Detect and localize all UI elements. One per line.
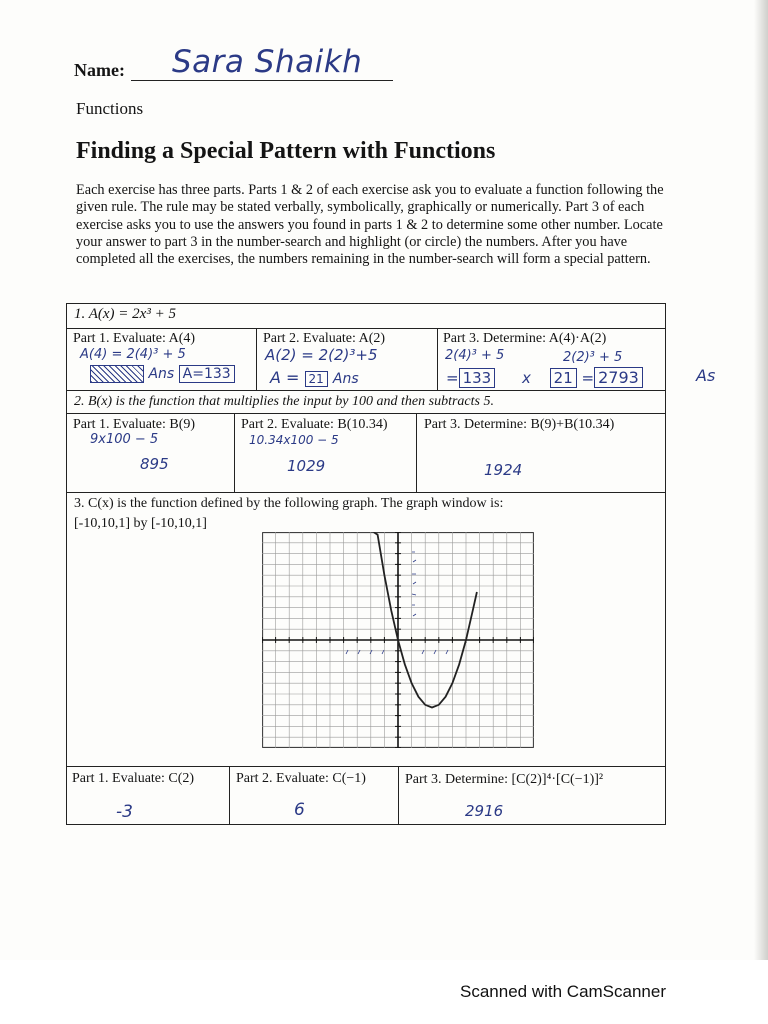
ex1-part3-val-b: 21 (550, 368, 577, 388)
ex1-part2-label: Part 2. Evaluate: A(2) (263, 331, 386, 346)
ex3-rule: 3. C(x) is the function defined by the following graph. The graph window is: (74, 496, 504, 511)
name-value: Sara Shaikh (172, 44, 363, 80)
ex3-col-divider-1 (229, 766, 230, 825)
ex1-part2-work: A(2) = 2(2)³+5 (265, 346, 378, 364)
ex1-part3-work-a: 2(4)³ + 5 (445, 348, 505, 363)
ex1-part3-answer-row: = 133 x 21 = 2793 (446, 368, 643, 387)
ex1-col-divider-2 (437, 328, 438, 390)
ex2-col-divider-2 (416, 413, 417, 492)
ex3-part1-label: Part 1. Evaluate: C(2) (72, 771, 195, 786)
ex1-part3-suffix: As (696, 366, 716, 385)
name-underline (131, 80, 393, 81)
scanner-watermark: Scanned with CamScanner (460, 982, 667, 1001)
subject-label: Functions (76, 99, 144, 118)
ex1-part3-work-b: 2(2)³ + 5 (563, 350, 623, 365)
ex2-part1-answer: 895 (140, 455, 169, 473)
ex2-part3-answer: 1924 (484, 461, 523, 479)
ex1-rule: 1. A(x) = 2x³ + 5 (74, 306, 176, 322)
page-title: Finding a Special Pattern with Functions (76, 138, 496, 164)
ex1-col-divider-1 (256, 328, 257, 390)
ex1-part1-work: A(4) = 2(4)³ + 5 (80, 347, 186, 362)
ex2-rule: 2. B(x) is the function that multiplies the input by 100 and then subtracts 5. (74, 394, 494, 409)
ex3-part2-label: Part 2. Evaluate: C(−1) (236, 771, 366, 786)
ex1-part3-answer: 2793 (594, 367, 643, 388)
ex1-part3-val-a: 133 (459, 368, 496, 388)
ex3-part3-answer: 2916 (465, 802, 504, 820)
ex1-part1-label: Part 1. Evaluate: A(4) (73, 331, 196, 346)
ex2-part3-label: Part 3. Determine: B(9)+B(10.34) (424, 417, 615, 432)
y-axis-pencil-ticks (412, 552, 416, 616)
ex2-part1-label: Part 1. Evaluate: B(9) (73, 417, 196, 432)
ex2-part2-answer: 1029 (287, 457, 326, 475)
ex2-part2-work: 10.34x100 − 5 (249, 433, 339, 447)
ex2-part2-label: Part 2. Evaluate: B(10.34) (241, 417, 388, 432)
ex1-part1-ans-prefix: Ans (148, 366, 175, 382)
ex3-part1-answer: -3 (116, 802, 133, 822)
ex1-part1-answer-row (90, 365, 235, 383)
ex3-window: [-10,10,1] by [-10,10,1] (74, 516, 207, 531)
function-graph (262, 532, 534, 748)
ex1-part1-answer: A=133 (179, 365, 235, 383)
ex2-part1-work: 9x100 − 5 (90, 432, 159, 447)
ex2-col-divider-1 (234, 413, 235, 492)
ex3-part2-answer: 6 (294, 800, 305, 820)
ex1-part2-ans-suffix: Ans (332, 371, 359, 387)
ex3-part3-label: Part 3. Determine: [C(2)]⁴·[C(−1)]² (405, 772, 604, 787)
ex2-top-divider (66, 390, 666, 391)
ex1-scribble (90, 365, 144, 383)
paper-edge-shadow (754, 0, 768, 960)
ex3-parts-divider (66, 766, 666, 767)
name-label: Name: (74, 60, 125, 80)
ex3-top-divider (66, 492, 666, 493)
ex1-part2-answer: 21 (305, 371, 328, 387)
instructions-paragraph: Each exercise has three parts. Parts 1 & 2 of each exercise ask you to evaluate a function following the given rule. The rule may be stated verbally, symbolically, graphically or numerically. Part 3 of each exercise asks you to use the answers you found in parts 1 & 2 to determine some other number. Locate your answer to part 3 in the number-search and highlight (or circle) the numbers. After you have completed all the exercises, the numbers remaining in the number-search will form a special pattern. (76, 182, 664, 268)
ex1-part2-ans-prefix: A = (270, 368, 300, 387)
ex1-part2-answer-row (270, 368, 359, 387)
ex3-col-divider-2 (398, 766, 399, 825)
ex1-part3-times: x (522, 369, 531, 387)
ex2-divider (66, 413, 666, 414)
ex1-divider (66, 328, 666, 329)
ex1-part3-label: Part 3. Determine: A(4)·A(2) (443, 331, 607, 346)
